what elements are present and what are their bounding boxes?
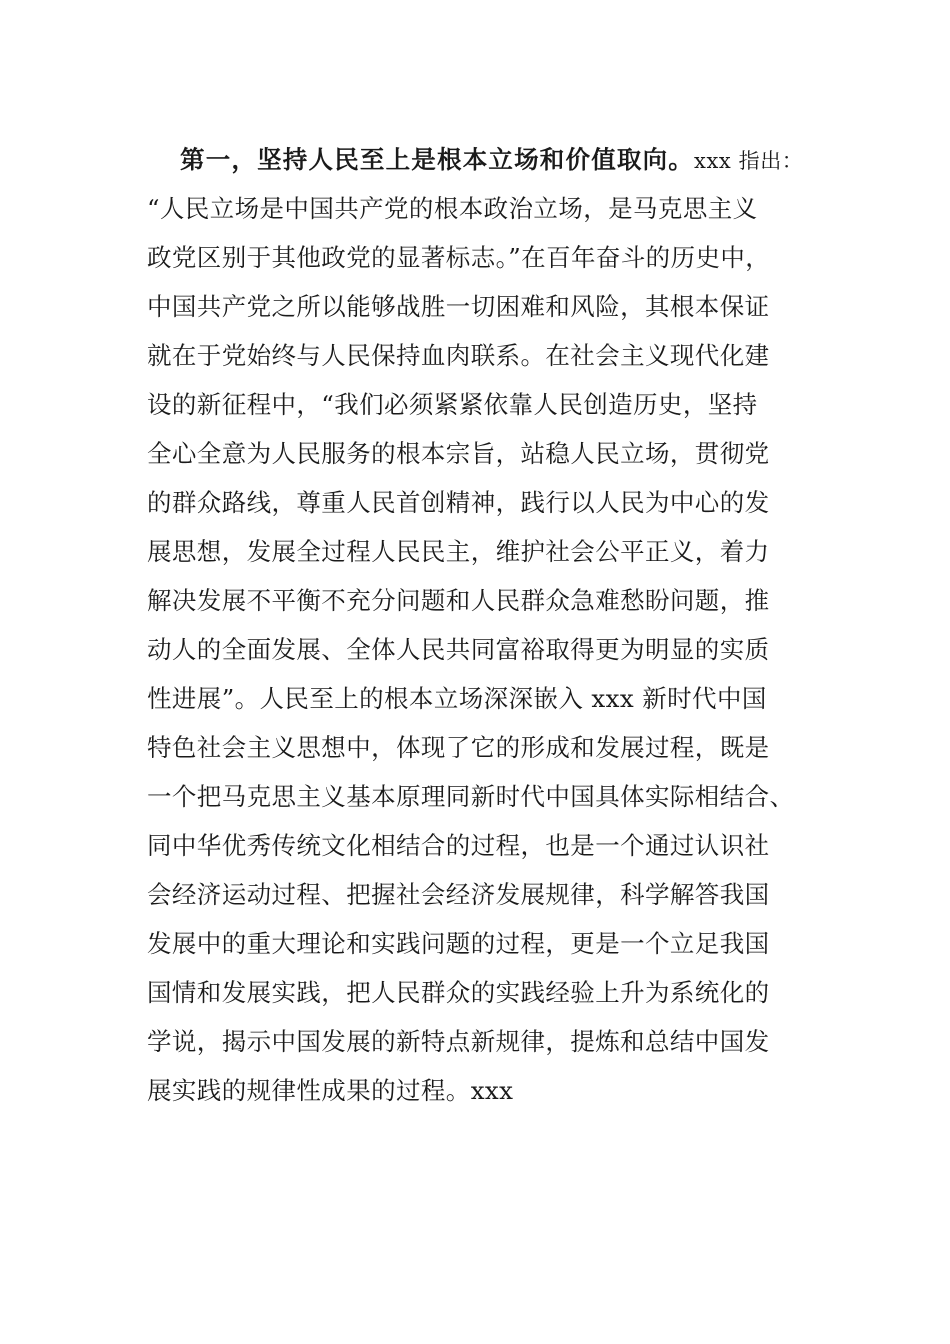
paragraph-line-9: 展思想，发展全过程人民民主，维护社会公平正义，着力 [147, 537, 770, 566]
paragraph-line-7: 全心全意为人民服务的根本宗旨，站稳人民立场，贯彻党 [147, 439, 770, 468]
paragraph-line-3: 政党区别于其他政党的显著标志。”在百年奋斗的历史中， [147, 243, 771, 272]
paragraph-line-11: 动人的全面发展、全体人民共同富裕取得更为明显的实质 [147, 635, 770, 664]
paragraph-line-2: “人民立场是中国共产党的根本政治立场，是马克思主义 [147, 194, 758, 223]
paragraph-line-10: 解决发展不平衡不充分问题和人民群众急难愁盼问题，推 [147, 586, 770, 615]
paragraph-line-17: 发展中的重大理论和实践问题的过程，更是一个立足我国 [147, 929, 770, 958]
paragraph-line-6: 设的新征程中，“我们必须紧紧依靠人民创造历史，坚持 [147, 390, 758, 419]
paragraph-line-16: 会经济运动过程、把握社会经济发展规律，科学解答我国 [147, 880, 770, 909]
paragraph-line-14: 一个把马克思主义基本原理同新时代中国具体实际相结合、 [147, 782, 795, 811]
paragraph-line-1 [180, 140, 803, 180]
paragraph-line-4: 中国共产党之所以能够战胜一切困难和风险，其根本保证 [147, 292, 770, 321]
paragraph-line-13: 特色社会主义思想中，体现了它的形成和发展过程，既是 [147, 733, 770, 762]
line-text: xxx 指出： [694, 149, 804, 173]
paragraph-line-18: 国情和发展实践，把人民群众的实践经验上升为系统化的 [147, 978, 770, 1007]
paragraph-line-8: 的群众路线，尊重人民首创精神，践行以人民为中心的发 [147, 488, 770, 517]
paragraph-line-12: 性进展”。人民至上的根本立场深深嵌入 xxx 新时代中国 [147, 684, 767, 713]
paragraph-line-19: 学说，揭示中国发展的新特点新规律，提炼和总结中国发 [147, 1027, 770, 1056]
paragraph-line-5: 就在于党始终与人民保持血肉联系。在社会主义现代化建 [147, 341, 770, 370]
paragraph-line-20: 展实践的规律性成果的过程。xxx [147, 1076, 514, 1105]
section-heading: 第一，坚持人民至上是根本立场和价值取向。 [180, 145, 694, 174]
paragraph-line-15: 同中华优秀传统文化相结合的过程，也是一个通过认识社 [147, 831, 770, 860]
